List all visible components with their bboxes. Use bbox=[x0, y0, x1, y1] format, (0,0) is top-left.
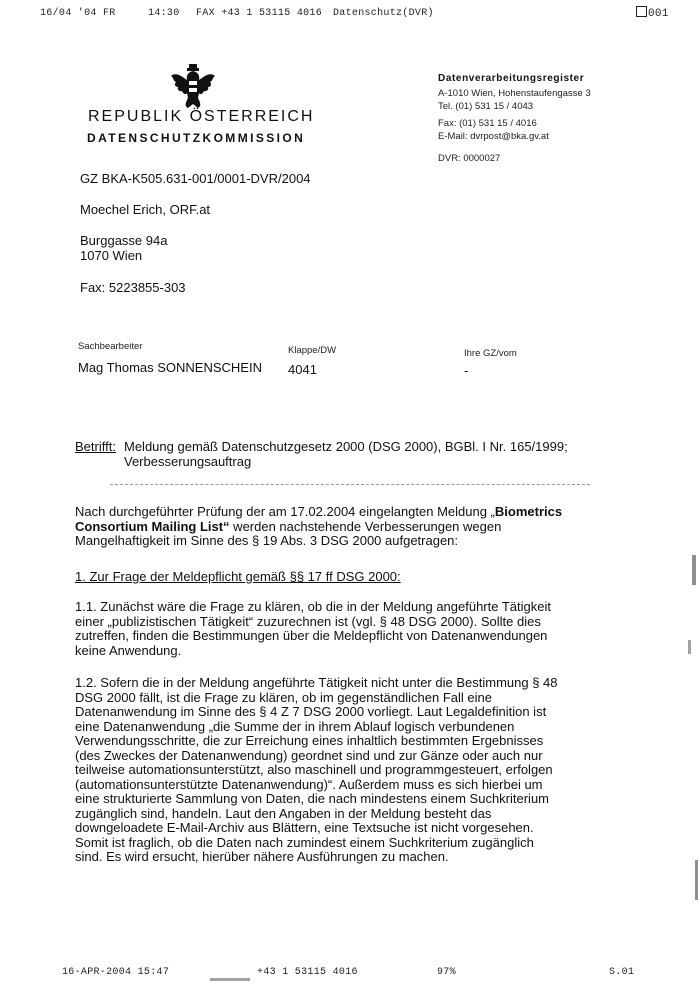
paragraph-line: downgeloadete E-Mail-Archiv aus Blättern, eine Textsuche ist nicht vorgesehen. bbox=[75, 820, 534, 835]
fax-date: 16/04 '04 FR bbox=[40, 8, 116, 19]
intro-line-1-text: Nach durchgeführter Prüfung der am 17.02.2004 eingelangten Meldung „ bbox=[75, 504, 495, 519]
scan-artifact bbox=[210, 978, 250, 981]
extension-label: Klappe/DW bbox=[288, 345, 337, 356]
footer-percent: 97% bbox=[437, 967, 456, 978]
footer-page: S.01 bbox=[609, 967, 635, 978]
paragraph-line: teilweise automationsunterstützt, also maschinell und programmgesteuert, erfolgen bbox=[75, 762, 553, 777]
paragraph-line: DSG 2000 fällt, ist die Frage zu klären, ob im gegenständlichen Fall eine bbox=[75, 689, 492, 705]
paragraph-line: Verwendungsschritte, die zur Erreichung eines inhaltlich bestimmten Ergebnisses bbox=[75, 733, 544, 748]
extension-value: 4041 bbox=[288, 362, 317, 377]
intro-line-1 bbox=[75, 505, 605, 520]
intro-line-3: Mangelhaftigkeit im Sinne des § 19 Abs. 3 DSG 2000 aufgetragen: bbox=[75, 533, 459, 548]
paragraph-line: (des Zweckes der Datenanwendung) geordnet sind und zur Gänze oder auch nur bbox=[75, 747, 543, 763]
paragraph-line: einer „publizistischen Tätigkeit“ zuzurechnen ist (vgl. § 48 DSG 2000). Sollte dies bbox=[75, 613, 541, 629]
reference-number: GZ BKA-K505.631-001/0001-DVR/2004 bbox=[80, 171, 311, 186]
intro-paragraph bbox=[75, 505, 605, 549]
subject-line-2: Verbesserungsauftrag bbox=[124, 454, 252, 469]
recipient-name: Moechel Erich, ORF.at bbox=[80, 202, 211, 217]
subject-label-text: Betrifft: bbox=[75, 439, 116, 454]
registry-name: Datenverarbeitungsregister bbox=[438, 73, 585, 84]
footer-received: 16-APR-2004 15:47 bbox=[62, 967, 170, 978]
intro-line-2-text: werden nachstehende Verbesserungen wegen bbox=[229, 518, 502, 534]
paragraph-line: 1.2. Sofern die in der Meldung angeführte Tätigkeit nicht unter die Bestimmung § 48 bbox=[75, 675, 558, 690]
paragraph-line: zugänglich sind, handeln. Laut den Angaben in der Meldung besteht das bbox=[75, 805, 492, 821]
clerk-value: Mag Thomas SONNENSCHEIN bbox=[78, 360, 262, 375]
intro-line-2 bbox=[75, 520, 605, 535]
paragraph-line: Datenanwendung im Sinne des § 4 Z 7 DSG 2000 vorliegt. Laut Legaldefinition ist bbox=[75, 704, 547, 719]
paragraph-line: (automationsunterstützte Datenanwendung)“. Außerdem muss es sich hierbei um bbox=[75, 776, 543, 792]
coat-of-arms-eagle-icon bbox=[170, 62, 216, 110]
scan-artifact bbox=[695, 860, 698, 900]
recipient-fax: Fax: 5223855-303 bbox=[80, 280, 186, 295]
recipient-street: Burggasse 94a bbox=[80, 233, 168, 248]
fax-page bbox=[636, 6, 669, 20]
fax-number: FAX +43 1 53115 4016 bbox=[196, 8, 323, 19]
section-1-heading: 1. Zur Frage der Meldepflicht gemäß §§ 17 ff DSG 2000: bbox=[75, 569, 401, 584]
clerk-label: Sachbearbeiter bbox=[78, 341, 143, 352]
letterhead-authority: DATENSCHUTZKOMMISSION bbox=[87, 131, 306, 145]
fax-time: 14:30 bbox=[148, 8, 180, 19]
registry-dvr: DVR: 0000027 bbox=[438, 153, 501, 164]
paragraph-line: eine strukturierte Sammlung von Daten, die nach mindestens einem Suchkriterium bbox=[75, 791, 550, 806]
paragraph-line: zutreffen, finden die Bestimmungen über die Meldepflicht von Datenanwendungen bbox=[75, 628, 548, 643]
subject-label bbox=[75, 440, 116, 455]
paragraph-line: Somit ist fraglich, ob die Daten nach zumindest einem Suchkriterium zugänglich bbox=[75, 834, 534, 850]
registry-email: E-Mail: dvrpost@bka.gv.at bbox=[438, 131, 549, 142]
paragraph-1-1 bbox=[75, 600, 605, 658]
footer-fax-number: +43 1 53115 4016 bbox=[257, 967, 358, 978]
fax-sender: Datenschutz(DVR) bbox=[333, 8, 434, 19]
intro-highlight-2: Consortium Mailing List“ bbox=[75, 518, 230, 534]
your-ref-label: Ihre GZ/vom bbox=[464, 348, 517, 359]
registry-address: A-1010 Wien, Hohenstaufengasse 3 bbox=[438, 88, 591, 99]
fax-checkbox-icon bbox=[636, 6, 647, 17]
subject-line-1: Meldung gemäß Datenschutzgesetz 2000 (DSG 2000), BGBl. I Nr. 165/1999; bbox=[124, 439, 568, 454]
scan-noise-line bbox=[110, 484, 590, 485]
registry-fax: Fax: (01) 531 15 / 4016 bbox=[438, 118, 537, 129]
scan-artifact bbox=[688, 640, 691, 654]
paragraph-line: keine Anwendung. bbox=[75, 642, 182, 658]
scan-artifact bbox=[692, 555, 696, 585]
recipient-city: 1070 Wien bbox=[80, 248, 143, 263]
fax-page-number: 001 bbox=[648, 8, 669, 20]
your-ref-value: - bbox=[464, 363, 469, 378]
paragraph-line: 1.1. Zunächst wäre die Frage zu klären, ob die in der Meldung angeführte Tätigkeit bbox=[75, 599, 551, 614]
paragraph-line: eine Datenanwendung „die Summe der in ihrem Ablauf logisch verbundenen bbox=[75, 718, 515, 734]
registry-tel: Tel. (01) 531 15 / 4043 bbox=[438, 101, 534, 112]
intro-highlight-1: Biometrics bbox=[494, 504, 563, 519]
paragraph-line: sind. Es wird ersucht, hierüber nähere Ausführungen zu machen. bbox=[75, 849, 449, 864]
paragraph-1-2 bbox=[75, 676, 605, 865]
letterhead-country: REPUBLIK ÖSTERREICH bbox=[88, 108, 315, 125]
